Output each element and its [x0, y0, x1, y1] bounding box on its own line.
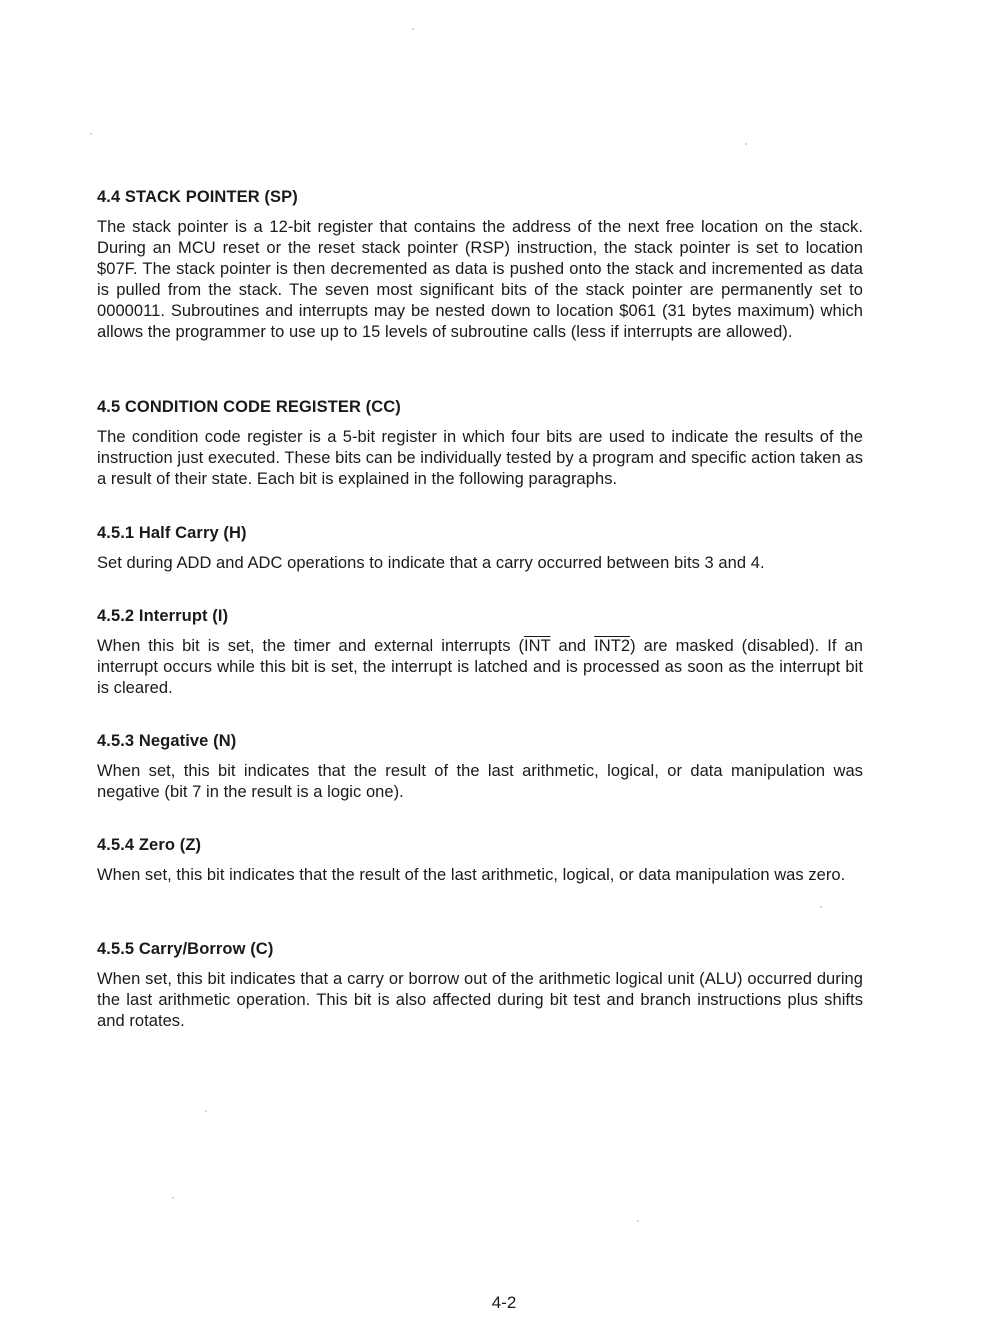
section-body — [97, 636, 863, 699]
scan-speck — [172, 1197, 174, 1199]
signal-int: $\overline{INT}$ — [524, 637, 551, 655]
section-heading: 4.4 STACK POINTER (SP) — [97, 188, 298, 206]
section-heading: 4.5.2 Interrupt (I) — [97, 607, 229, 625]
section-heading: 4.5.1 Half Carry (H) — [97, 524, 247, 542]
section-body: Set during ADD and ADC operations to indicate that a carry occurred between bits 3 and 4. — [97, 554, 765, 572]
section-interrupt — [97, 606, 863, 699]
section-body: When set, this bit indicates that a carry or borrow out of the arithmetic logical unit (ALU) occurred during the last arithmetic operation. This bit is also affected during bit test and branch instructions plus shifts and rotates. — [97, 970, 863, 1030]
scan-speck — [90, 133, 92, 135]
section-heading: 4.5 CONDITION CODE REGISTER (CC) — [97, 398, 401, 416]
section-body: The stack pointer is a 12-bit register that contains the address of the next free location on the stack. During an MCU reset or the reset stack pointer (RSP) instruction, the stack pointer is set to location $07F. The stack pointer is then decremented as data is pushed onto the stack and incremented as data is pulled from the stack. The seven most significant bits of the stack pointer are permanently set to 0000011. Subroutines and interrupts may be nested down to location $061 (31 bytes maximum) which allows the programmer to use up to 15 levels of subroutine calls (less if interrupts are allowed). — [97, 218, 863, 341]
section-carry-borrow — [97, 939, 863, 1032]
scan-speck — [820, 906, 822, 908]
body-text: When this bit is set, the timer and external interrupts ( — [97, 637, 525, 655]
body-text: ) are masked (disabled). If an interrupt occurs while this bit is set, the interrupt is latched and is processed as soon as the interrupt bit is cleared. — [97, 637, 863, 697]
body-text: and — [550, 637, 595, 655]
section-body: When set, this bit indicates that the result of the last arithmetic, logical, or data manipulation was negative (bit 7 in the result is a logic one). — [97, 762, 863, 801]
section-condition-code-register — [97, 397, 863, 490]
section-zero — [97, 835, 863, 886]
scan-speck — [637, 1220, 639, 1222]
signal-int2: INT2 — [594, 637, 631, 655]
section-heading: 4.5.4 Zero (Z) — [97, 836, 202, 854]
section-negative — [97, 731, 863, 803]
section-heading: 4.5.3 Negative (N) — [97, 732, 237, 750]
section-body: The condition code register is a 5-bit register in which four bits are used to indicate the results of the instruction just executed. These bits can be individually tested by a program and specific action taken as a result of their state. Each bit is explained in the following paragraphs. — [97, 428, 863, 488]
scan-speck — [745, 143, 747, 145]
section-body: When set, this bit indicates that the result of the last arithmetic, logical, or data manipulation was zero. — [97, 866, 846, 884]
section-heading: 4.5.5 Carry/Borrow (C) — [97, 940, 274, 958]
scan-speck — [205, 1110, 207, 1112]
scan-speck — [412, 28, 414, 30]
page-number: 4-2 — [491, 1293, 517, 1312]
section-stack-pointer — [97, 187, 863, 343]
section-half-carry — [97, 523, 863, 574]
